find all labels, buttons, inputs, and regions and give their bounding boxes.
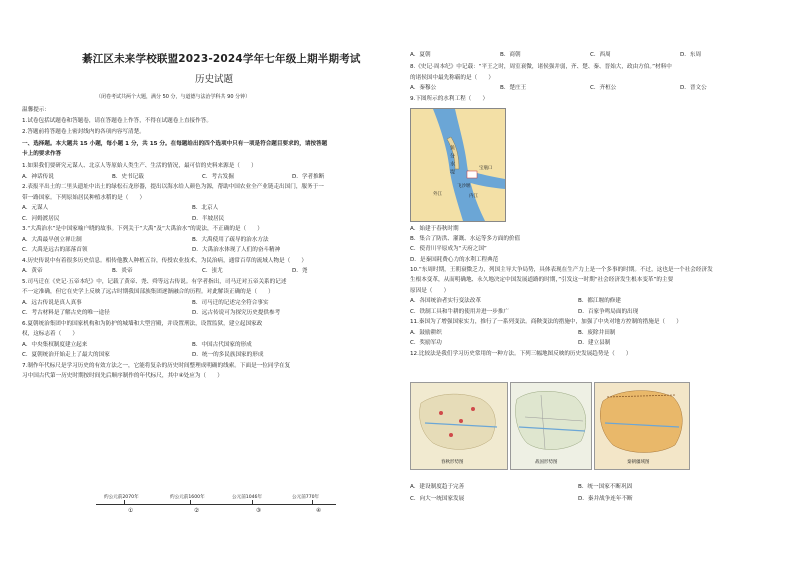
answer-option: D．统一的多民族国家的形成 bbox=[192, 352, 264, 358]
map-drawing bbox=[595, 383, 689, 459]
timeline-label: 公元前770年 bbox=[292, 495, 320, 500]
exam-subtitle: 历史试题 bbox=[195, 74, 234, 85]
answer-option: D．学者推断 bbox=[292, 173, 325, 180]
question-stem: 11.秦国为了增强国家实力，推行了一系列变法。商鞅变法的措施中，加强了中央对地方控制的措施是（ ） bbox=[410, 319, 682, 326]
question-stem: 3.“大禹治水”是中国家喻户晓的故事。下列关于“大禹”及“大禹治水”的说法，不正确的是（ ） bbox=[22, 226, 263, 232]
question-stem: 带一路国家。下列原始居民种植水稻的是（ ） bbox=[22, 194, 146, 201]
timeline-label: 公元前1046年 bbox=[232, 495, 263, 500]
question-stem: 2.表报平出土的二里头遗址中出土的绿松石龙形器，提出以海水给人颜色为源，帮助中国农业全产业链走出国门，服务于一 bbox=[22, 184, 324, 190]
answer-option: B．集合了防洪、灌溉、水运等多方面的价值 bbox=[410, 236, 521, 243]
answer-option: A．神话传说 bbox=[22, 173, 54, 180]
answer-option: B．楚庄王 bbox=[500, 85, 527, 91]
map-caption: 秦朝疆域图 bbox=[627, 460, 650, 465]
question-stem: 4.历史传说中有着很多历史信息。相传他教人种植五谷，传授农业技术，为民治病，通常百草的流域人物是（ ） bbox=[22, 257, 308, 264]
timeline-label: 约公元前1600年 bbox=[170, 495, 205, 500]
answer-option: B．史书记载 bbox=[112, 173, 144, 180]
question-stem: 6.夏朝统治集团中的国家机构和为防护的城墙和大型宫殿，并设置刑法，设置监狱，建立起国家政 bbox=[22, 320, 263, 327]
river-label: 内江 bbox=[469, 194, 478, 199]
answer-option: B．商朝 bbox=[500, 52, 521, 58]
answer-option: B．都江堰的修建 bbox=[578, 298, 621, 305]
answer-option: C．河姆渡居民 bbox=[22, 215, 60, 222]
answer-option: C．夏朝统治开始走上了最大的国家 bbox=[22, 352, 110, 358]
answer-option: C．考古材料是了解古史的唯一途径 bbox=[22, 310, 110, 316]
river-label: 水 bbox=[449, 161, 455, 166]
answer-option: B．大禹使用了疏导的治水方法 bbox=[192, 236, 269, 243]
river-label: 鱼 bbox=[449, 145, 455, 150]
tips-heading: 温馨提示： bbox=[22, 107, 50, 113]
answer-option: A．始建于春秋时期 bbox=[410, 226, 459, 232]
answer-option: D．百家争鸣局面的出现 bbox=[578, 308, 639, 315]
answer-option: D．秦并战争连年不断 bbox=[578, 496, 633, 502]
answer-option: B．北京人 bbox=[192, 205, 219, 211]
exam-title: 綦江区未来学校联盟2023-2024学年七年级上期半期考试 bbox=[82, 53, 361, 65]
answer-option: A．中央集权制度建立起来 bbox=[22, 341, 88, 348]
answer-option: D．晋文公 bbox=[680, 85, 707, 91]
timeline-tick bbox=[124, 500, 125, 504]
timeline-label: 约公元前2070年 bbox=[104, 495, 139, 500]
answer-option: C．齐桓公 bbox=[590, 85, 617, 91]
answer-option: B．统一国家不断巩固 bbox=[578, 484, 633, 490]
question-stem: 生根本变革，从而明确地、永久地决定中国发展道路的时期，”引发这一时期“社会经济发生根本变革”的主要 bbox=[410, 277, 674, 284]
question-stem: 5.司马迁在《史记·五帝本纪》中，记载了黄帝、尧、舜等远古传说。有学者指出，司马迁对五帝关系的记述 bbox=[22, 278, 287, 285]
dujiangyan-map bbox=[410, 108, 506, 222]
question-stem: 12.比较法是我们学习历史常用的一种方法。下列三幅地图反映的历史发展趋势是（ ） bbox=[410, 350, 632, 357]
timeline-mark: ③ bbox=[256, 508, 262, 514]
river-label: 宝瓶口 bbox=[479, 166, 493, 171]
tip-item: 2.答题前将答题卷上密封线内的各项内容写清楚。 bbox=[22, 129, 145, 135]
map-drawing bbox=[411, 383, 507, 459]
answer-option: A．黄帝 bbox=[22, 268, 43, 274]
timeline-mark: ④ bbox=[316, 508, 322, 514]
warring-states-map bbox=[510, 382, 592, 470]
exam-note: （闭卷考试共两个大题，满分 50 分，与道德与法治学科共 90 分钟） bbox=[96, 94, 251, 100]
answer-option: A．元谋人 bbox=[22, 205, 49, 211]
answer-option: B．炎帝 bbox=[112, 268, 133, 274]
answer-option: A．秦穆公 bbox=[410, 85, 437, 91]
timeline-tick bbox=[312, 500, 313, 504]
question-stem: 原因是（ ） bbox=[410, 287, 450, 294]
timeline-line bbox=[96, 504, 336, 505]
answer-option: A．大禹最早创立禅让制 bbox=[22, 236, 82, 243]
timeline-mark: ① bbox=[128, 508, 134, 514]
answer-option: D．半坡居民 bbox=[192, 215, 225, 222]
section-heading: 卡上的要求作答 bbox=[22, 151, 62, 157]
timeline-tick bbox=[252, 500, 253, 504]
river-label: 分 bbox=[449, 153, 455, 158]
answer-option: D．是秦国耗费心力的水利工程典范 bbox=[410, 256, 499, 263]
river-label: 堤 bbox=[449, 169, 455, 174]
answer-option: C．铁制工具和牛耕的使用并进一步推广 bbox=[410, 308, 510, 315]
answer-option: C．西周 bbox=[590, 52, 611, 58]
spring-autumn-map bbox=[410, 382, 508, 470]
answer-option: D．尧 bbox=[292, 268, 308, 274]
map-caption: 春秋形势图 bbox=[441, 460, 464, 465]
river-label: 飞沙堰 bbox=[457, 184, 471, 189]
answer-option: C．蚩尤 bbox=[202, 268, 223, 274]
question-stem: 7.制作年代标尺是学习历史的有效方法之一，它能将复杂的历史时间整理成明确的线索。下面是一位同学在复 bbox=[22, 362, 291, 369]
answer-option: C．使青川平原成为“天府之国” bbox=[410, 246, 487, 253]
answer-option: A．远古传说是真人真事 bbox=[22, 299, 82, 306]
question-stem: 习中国古代第一历史时期按时间先后顺序制作的年代标尺，其中④处应为（ ） bbox=[22, 373, 223, 379]
timeline-mark: ② bbox=[194, 508, 200, 514]
answer-option: B．废除井田制 bbox=[578, 329, 616, 336]
question-stem: 不一定准确，但它在史学上反映了远古时期我国部族集团逐渐融合的历程。对此解读正确的是（ ） bbox=[22, 289, 274, 295]
map-drawing bbox=[511, 383, 591, 459]
question-stem: 1.如果我们要研究元谋人、北京人等原始人类生产、生活的情况，最可信的史料来源是（ ） bbox=[22, 163, 257, 169]
answer-option: A．建设制度趋于完善 bbox=[410, 484, 465, 490]
answer-option: C．向大一统国家发展 bbox=[410, 496, 465, 502]
question-stem: 10.“东周时期，王朝衰微乏力，列国主导大争局势，具体表现在生产力上是一个多事的时期。不过，这也是一个社会经济发 bbox=[410, 266, 713, 273]
answer-option: B．中国古代国家的形成 bbox=[192, 341, 252, 348]
answer-option: D．东周 bbox=[680, 52, 702, 58]
tip-item: 1.试卷包括试题卷和答题卷，请在答题卷上作答，不得在试题卷上直接作答。 bbox=[22, 118, 212, 124]
question-stem: 8.《史记·周本纪》中记载：“平王之时，周室衰微，诸侯强并弱，齐、楚、秦、晋始大，政由方伯。”材料中 bbox=[410, 64, 672, 70]
answer-option: D．远古传说可为探究历史提供参考 bbox=[192, 310, 281, 316]
river-label: 外江 bbox=[433, 192, 442, 197]
answer-option: C．考古发掘 bbox=[202, 173, 234, 180]
answer-option: A．夏朝 bbox=[410, 52, 431, 58]
section-heading: 一、选择题。本大题共 15 小题，每小题 1 分，共 15 分。在每题给出的四个选项中只有一项是符合题目要求的，请按答题 bbox=[22, 141, 328, 147]
answer-option: A．各国统治者实行变法改革 bbox=[410, 298, 481, 305]
answer-option: C．奖励军功 bbox=[410, 340, 442, 347]
question-stem: 权，这标志着（ ） bbox=[22, 331, 78, 337]
question-stem: 9.下图所示的水利工程（ ） bbox=[410, 96, 489, 102]
question-stem: 的诸侯国中最先称霸的是（ ） bbox=[410, 74, 494, 81]
answer-option: B．司马迁的记述完全符合事实 bbox=[192, 299, 269, 306]
answer-option: D．大禹治水体现了人们的奋斗精神 bbox=[192, 247, 281, 253]
answer-option: A．鼓励耕织 bbox=[410, 329, 442, 336]
qin-dynasty-map bbox=[594, 382, 690, 470]
map-caption: 战国形势图 bbox=[535, 460, 558, 465]
timeline-tick bbox=[190, 500, 191, 504]
answer-option: C．大禹是远古的部落首领 bbox=[22, 247, 88, 253]
answer-option: D．建立县制 bbox=[578, 340, 611, 347]
